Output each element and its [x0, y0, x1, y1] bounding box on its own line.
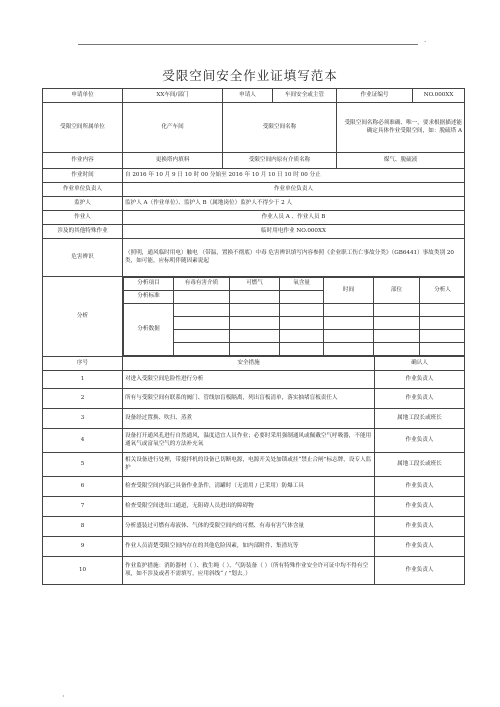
data-cell[interactable]: [280, 317, 324, 330]
measure-no: 5: [43, 453, 123, 477]
row-space-unit: [43, 103, 465, 153]
data-cell[interactable]: [174, 343, 230, 356]
guardian-value[interactable]: 监护人 A（作业单位）、监护人 B（属地岗位）监护人不得少于 2 人: [123, 197, 465, 211]
row-worker: [43, 211, 465, 225]
time-label: 作业时间: [43, 169, 123, 183]
measure-row: [43, 477, 465, 497]
analysis-location-label: 部位: [374, 278, 420, 304]
measure-text: 设备经过置换、吹扫、蒸煮: [123, 409, 375, 429]
leader-value[interactable]: 作业单位负责人: [123, 183, 465, 197]
data-cell[interactable]: [420, 317, 465, 330]
page-title: 受限空间安全作业证填写范本: [162, 68, 338, 83]
analysis-data-row: [124, 317, 465, 330]
medium-value[interactable]: 煤气、脱硫液: [337, 153, 465, 169]
measure-no: 6: [43, 477, 123, 497]
measure-text-header: 安全措施: [123, 357, 375, 371]
analysis-data-row: [124, 330, 465, 343]
measure-no: 10: [43, 557, 123, 585]
permit-no-value[interactable]: NO.000XX: [413, 89, 465, 103]
analysis-standard-label: 分析标准: [124, 291, 174, 304]
measure-confirm[interactable]: 作业负责人: [375, 517, 465, 537]
medium-label: 受限空间内原有介质名称: [223, 153, 337, 169]
measure-no-header: 序号: [43, 357, 123, 371]
data-cell[interactable]: [230, 304, 280, 317]
time-value[interactable]: 自 2016 年 10 月 9 日 10 时 00 分始至 2016 年 10 月 10 日 10 时 00 分止: [123, 169, 465, 183]
measure-row: [43, 389, 465, 409]
analysis-header-row: [124, 278, 465, 291]
apply-unit-label: 申请单位: [43, 89, 123, 103]
data-cell[interactable]: [374, 304, 420, 317]
measure-no: 9: [43, 537, 123, 557]
measure-row: [43, 429, 465, 453]
measure-text: 相关设备进行处理，带搅拌机的设备已切断电源，电源开关处加锁或挂“禁止合闸”标志牌，设专人监护: [123, 453, 375, 477]
standard-toxic-cell[interactable]: [174, 291, 230, 304]
applicant-value[interactable]: 车间安全或主管: [273, 89, 337, 103]
data-cell[interactable]: [324, 343, 374, 356]
analysis-data-label: 分析数据: [124, 304, 174, 356]
measure-row: [43, 409, 465, 429]
data-cell[interactable]: [280, 304, 324, 317]
measure-no: 4: [43, 429, 123, 453]
apply-unit-value[interactable]: XX车间/部门: [123, 89, 223, 103]
space-unit-value[interactable]: 化产车间: [123, 103, 223, 153]
hazard-label: 危害辨识: [43, 239, 123, 277]
standard-oxygen-cell[interactable]: [280, 291, 324, 304]
row-special-work: [43, 225, 465, 239]
space-unit-label: 受限空间所属单位: [43, 103, 123, 153]
row-hazard: [43, 239, 465, 277]
measure-row: [43, 517, 465, 537]
data-cell[interactable]: [420, 343, 465, 356]
analysis-grid-cell: [123, 277, 465, 357]
header-dot: ·: [424, 38, 427, 46]
data-cell[interactable]: [374, 330, 420, 343]
special-work-label: 涉及的其他特殊作业: [43, 225, 123, 239]
permit-no-label: 作业证编号: [337, 89, 413, 103]
content-value[interactable]: 更换塔内填料: [123, 153, 223, 169]
measure-no: 3: [43, 409, 123, 429]
flammable-label: 可燃气: [230, 278, 280, 291]
measure-no: 8: [43, 517, 123, 537]
data-cell[interactable]: [230, 343, 280, 356]
data-cell[interactable]: [324, 304, 374, 317]
row-guardian: [43, 197, 465, 211]
data-cell[interactable]: [174, 330, 230, 343]
special-work-value[interactable]: 临时用电作业 NO.000XX: [123, 225, 465, 239]
data-cell[interactable]: [374, 317, 420, 330]
measure-text: 作业人员清楚受限空间内存在的其他危险因素，如内部附件、集渣坑等: [123, 537, 375, 557]
row-leader: [43, 183, 465, 197]
oxygen-label: 氧含量: [280, 278, 324, 291]
analysis-item-label: 分析项目: [124, 278, 174, 291]
measure-confirm[interactable]: 作业负责人: [375, 429, 465, 453]
row-content: [43, 153, 465, 169]
measure-text: 对进入受限空间危险性进行分析: [123, 371, 375, 389]
hazard-value[interactable]: （照明，通风临时用电）触电 （带温，置换不彻底）中毒 危害辨识填写内容参照《企业职工伤亡事故分类》（GB6441）事故类别 20 类，如可能，应标明伴随因素说起: [123, 239, 465, 277]
worker-value[interactable]: 作业人员 A 、作业人员 B: [123, 211, 465, 225]
data-cell[interactable]: [324, 317, 374, 330]
data-cell[interactable]: [174, 304, 230, 317]
measure-confirm[interactable]: 作业负责人: [375, 497, 465, 517]
measure-confirm[interactable]: 作业负责人: [375, 537, 465, 557]
measure-confirm[interactable]: 作业负责人: [375, 371, 465, 389]
space-name-label: 受限空间名称: [223, 103, 337, 153]
measure-confirm[interactable]: 作业负责人: [375, 477, 465, 497]
analysis-time-label: 时间: [324, 278, 374, 304]
measure-no: 7: [43, 497, 123, 517]
measure-confirm[interactable]: 作业负责人: [375, 389, 465, 409]
row-analysis: [43, 277, 465, 357]
worker-label: 作业人: [43, 211, 123, 225]
measure-confirm[interactable]: 属地工段长或班长: [375, 409, 465, 429]
data-cell[interactable]: [280, 343, 324, 356]
data-cell[interactable]: [174, 317, 230, 330]
space-name-value[interactable]: 受限空间名称必须准确、唯一，要求根据描述能确定具体作业受限空间，如：脱硫塔 A: [337, 103, 465, 153]
toxic-label: 有毒有害介质: [174, 278, 230, 291]
standard-flammable-cell[interactable]: [230, 291, 280, 304]
measure-row: [43, 371, 465, 389]
measure-text: 作业监护措施：消防器材（ ）、救生绳（ ）、气防装备（ ）（所有特殊作业安全许可证中均不得有空项，如不涉及或者不需填写，应用斜线“ / ”划去。）: [123, 557, 375, 585]
data-cell[interactable]: [324, 330, 374, 343]
measure-row: [43, 497, 465, 517]
measure-row: [43, 537, 465, 557]
row-applicant: [43, 89, 465, 103]
measure-text: 分析盛装过可燃有毒液体、气体的受限空间内的可燃、有毒有害气体含量: [123, 517, 375, 537]
measure-row: [43, 557, 465, 585]
header-rule: [78, 44, 418, 45]
permit-form: [42, 88, 465, 585]
analysis-table: [123, 277, 465, 356]
analyst-label: 分析人: [420, 278, 465, 304]
measure-text: 所有与受限空间有联系的阀门、管线加盲板隔离，列出盲板清单，落实抽堵盲板责任人: [123, 389, 375, 409]
measure-confirm-header: 确认人: [375, 357, 465, 371]
row-time: [43, 169, 465, 183]
applicant-label: 申请人: [223, 89, 273, 103]
measure-text: 设备打开通风孔进行自然通风，温度适宜人员作业；必要时采用强制通风或佩戴空气呼吸器，不能用通氧气或富氧空气的方法补充氧: [123, 429, 375, 453]
analysis-data-row: [124, 343, 465, 356]
measure-text: 检查受限空间内部已具备作业条件，清罐时（无需用 / 已采用）防爆工具: [123, 477, 375, 497]
content-label: 作业内容: [43, 153, 123, 169]
measure-no: 1: [43, 371, 123, 389]
leader-label: 作业单位负责人: [43, 183, 123, 197]
footer-dot: ·: [62, 692, 65, 701]
measure-confirm[interactable]: 属地工段长或班长: [375, 453, 465, 477]
data-cell[interactable]: [230, 330, 280, 343]
data-cell[interactable]: [230, 317, 280, 330]
measure-text: 检查受限空间进出口通道，无阻碍人员进出的障碍物: [123, 497, 375, 517]
measure-row: [43, 453, 465, 477]
data-cell[interactable]: [420, 304, 465, 317]
data-cell[interactable]: [280, 330, 324, 343]
measures-header-row: [43, 357, 465, 371]
measure-confirm[interactable]: 作业负责人: [375, 557, 465, 585]
data-cell[interactable]: [374, 343, 420, 356]
measure-no: 2: [43, 389, 123, 409]
data-cell[interactable]: [420, 330, 465, 343]
guardian-label: 监护人: [43, 197, 123, 211]
analysis-data-row: [124, 304, 465, 317]
analysis-label: 分析: [43, 277, 123, 357]
